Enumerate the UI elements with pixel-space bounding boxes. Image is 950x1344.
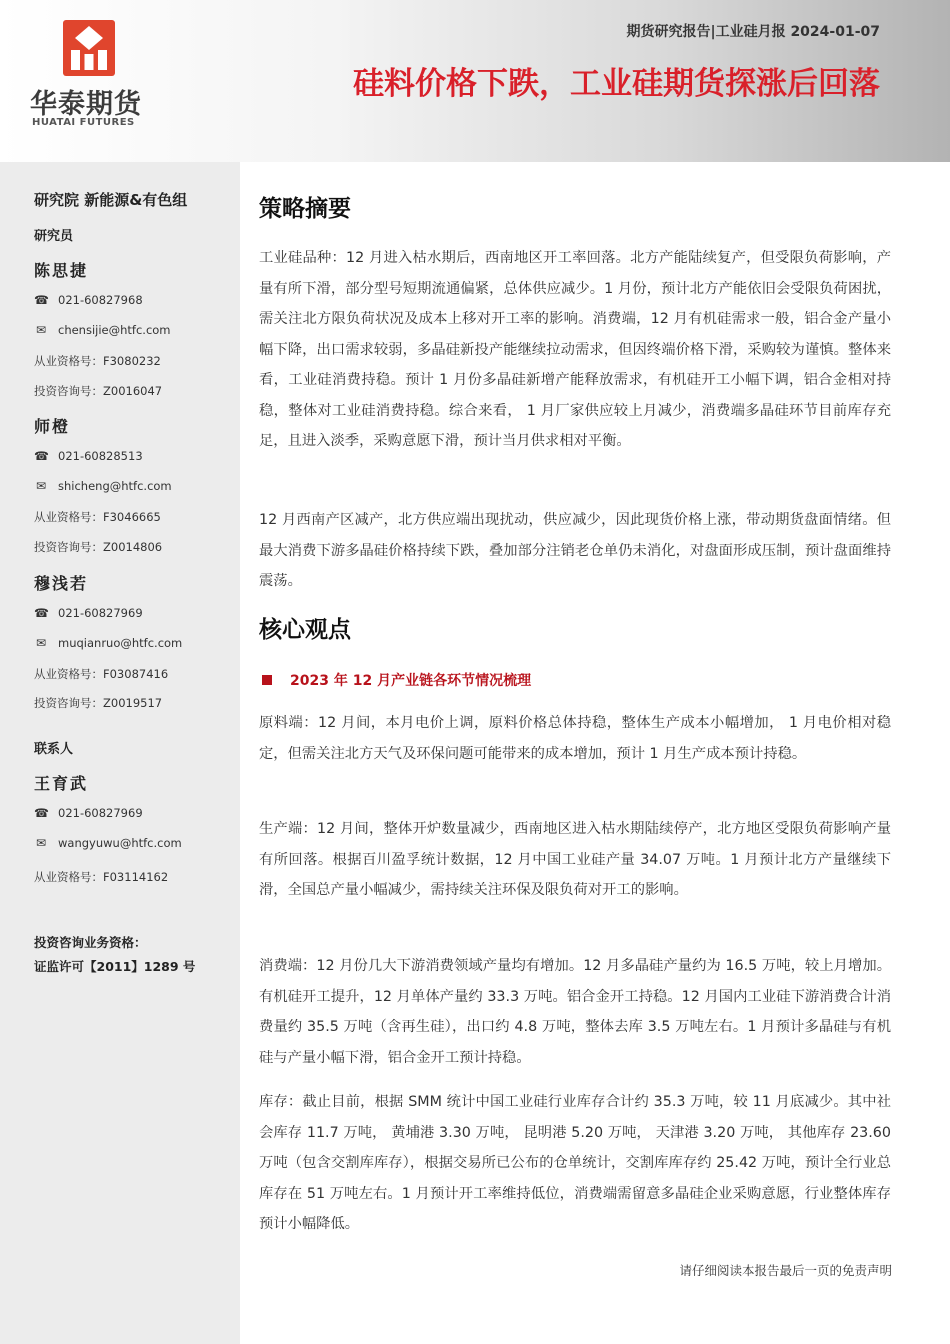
huatai-logo-icon xyxy=(63,20,115,76)
square-bullet-icon xyxy=(262,675,272,685)
phone-icon: ☎ xyxy=(34,606,49,620)
production-paragraph: 生产端：12 月间，整体开炉数量减少，西南地区进入枯水期陆续停产，北方地区受限负荷影响产量有所回落。根据百川盈孚统计数据，12 月中国工业硅产量 34.07 万吨。1 月预计北方产量继续下滑，全国总产量小幅减少，需持续关注环保及限负荷对开工的影响。 xyxy=(259,821,891,898)
strategy-paragraph-2: 12 月西南产区减产，北方供应端出现扰动，供应减少，因此现货价格上涨，带动期货盘面情绪。但最大消费下游多晶硅价格持续下跌，叠加部分注销老仓单仍未消化，对盘面形成压制，预计盘面维持震荡。 xyxy=(259,512,891,589)
core-view-heading: 核心观点 xyxy=(259,617,351,643)
researcher-qualification: 从业资格号：F3046665 xyxy=(34,510,161,524)
researcher-advisory-number: 投资咨询号：Z0016047 xyxy=(34,384,163,398)
brand-name-cn: 华泰期货 xyxy=(30,89,142,120)
researcher-qualification: 从业资格号：F03087416 xyxy=(34,667,169,681)
qualification-label: 投资咨询业务资格： xyxy=(34,935,147,950)
phone-icon: ☎ xyxy=(34,293,49,307)
email-icon: ✉ xyxy=(35,836,47,850)
contact-phone: ☎ 021-60827969 xyxy=(34,806,143,820)
section-title: 2023 年 12 月产业链各环节情况梳理 xyxy=(262,670,531,690)
raw-material-paragraph: 原料端：12 月间，本月电价上调，原料价格总体持稳，整体生产成本小幅增加， 1 月电价相对稳定，但需关注北方天气及环保问题可能带来的成本增加，预计 1 月生产成本预计持稳。 xyxy=(259,715,891,762)
researcher-advisory-number: 投资咨询号：Z0014806 xyxy=(34,540,163,554)
author-sidebar xyxy=(0,162,240,1344)
license-number: 证监许可【2011】1289 号 xyxy=(34,959,196,974)
phone-icon: ☎ xyxy=(34,806,49,820)
consumption-paragraph: 消费端：12 月份几大下游消费领域产量均有增加。12 月多晶硅产量约为 16.5 万吨，较上月增加。有机硅开工提升，12 月单体产量约 33.3 万吨。铝合金开工持稳。12 月国内工业硅下游消费合计消费量约 35.5 万吨（含再生硅），出口约 4.8 万吨，整体去库 3.5 万吨左右。1 月预计多晶硅与有机硅与产量小幅下滑，铝合金开工预计持稳。 xyxy=(259,958,891,1066)
report-meta: 期货研究报告|工业硅月报 2024-01-07 xyxy=(626,24,880,40)
researcher-phone: ☎ 021-60828513 xyxy=(34,449,143,463)
researcher-email[interactable]: ✉ chensijie@htfc.com xyxy=(35,323,171,337)
researcher-name: 陈思捷 xyxy=(34,261,89,280)
contact-name: 王育武 xyxy=(34,774,89,793)
researcher-email[interactable]: ✉ muqianruo@htfc.com xyxy=(35,636,183,650)
researcher-email[interactable]: ✉ shicheng@htfc.com xyxy=(35,479,172,493)
contact-qualification: 从业资格号：F03114162 xyxy=(34,870,169,884)
strategy-heading: 策略摘要 xyxy=(259,196,351,222)
researcher-name: 穆浅若 xyxy=(34,574,89,593)
researcher-name: 师橙 xyxy=(34,417,71,436)
researcher-qualification: 从业资格号：F3080232 xyxy=(34,354,161,368)
department: 研究院 新能源&有色组 xyxy=(34,191,188,209)
phone-icon: ☎ xyxy=(34,449,49,463)
report-header xyxy=(0,0,950,162)
researcher-label: 研究员 xyxy=(34,229,74,244)
huatai-logo xyxy=(30,18,160,133)
disclaimer-note: 请仔细阅读本报告最后一页的免责声明 xyxy=(679,1263,892,1278)
email-icon: ✉ xyxy=(35,479,47,493)
contact-email[interactable]: ✉ wangyuwu@htfc.com xyxy=(35,836,182,850)
email-icon: ✉ xyxy=(35,636,47,650)
strategy-paragraph-1: 工业硅品种：12 月进入枯水期后，西南地区开工率回落。北方产能陆续复产，但受限负荷影响，产量有所下滑，部分型号短期流通偏紧，总体供应减少。1 月份，预计北方产能依旧会受限负荷困扰，需关注北方限负荷状况及成本上移对开工率的影响。消费端，12 月有机硅需求一般，铝合金产量小幅下降，出口需求较弱，多晶硅新投产能继续拉动需求，但因终端价格下滑，采购较为谨慎。整体来看，工业硅消费持稳。预计 1 月份多晶硅新增产能释放需求，有机硅开工小幅下调，铝合金相对持稳，整体对工业硅消费持稳。综合来看， 1 月厂家供应较上月减少，消费端多晶硅环节目前库存充足，且进入淡季，采购意愿下滑，预计当月供求相对平衡。 xyxy=(259,250,891,449)
report-title: 硅料价格下跌，工业硅期货探涨后回落 xyxy=(353,66,880,102)
email-icon: ✉ xyxy=(35,323,47,337)
contact-label: 联系人 xyxy=(34,742,74,757)
inventory-paragraph: 库存：截止目前，根据 SMM 统计中国工业硅行业库存合计约 35.3 万吨，较 11 月底减少。其中社会库存 11.7 万吨， 黄埔港 3.30 万吨， 昆明港 5.20 万吨， 天津港 3.20 万吨， 其他库存 23.60 万吨（包含交割库库存），根据交易所已公布的仓单统计，交割库库存约 25.42 万吨，预计全行业总库存在 51 万吨左右。1 月预计开工率维持低位，消费端需留意多晶硅企业采购意愿，行业整体库存预计小幅降低。 xyxy=(259,1094,891,1232)
brand-name-en: HUATAI FUTURES xyxy=(32,117,135,128)
researcher-phone: ☎ 021-60827969 xyxy=(34,606,143,620)
researcher-advisory-number: 投资咨询号：Z0019517 xyxy=(34,696,163,710)
researcher-phone: ☎ 021-60827968 xyxy=(34,293,143,307)
